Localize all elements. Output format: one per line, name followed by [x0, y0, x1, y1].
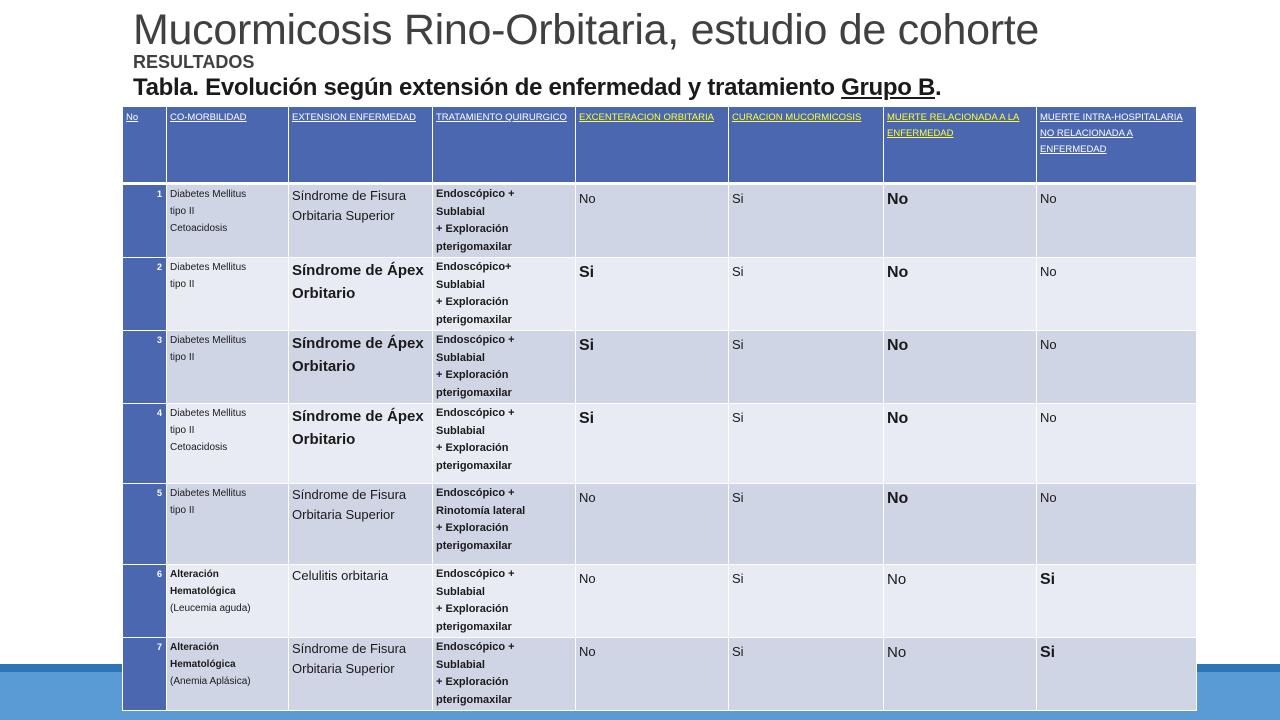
extension-cell: Síndrome de Fisura Orbitaria Superior [289, 484, 433, 565]
extension-cell: Síndrome de Fisura Orbitaria Superior [289, 184, 433, 258]
extension-cell: Síndrome de Ápex Orbitario [289, 404, 433, 484]
comorbidity-line: Diabetes Mellitus [170, 189, 247, 200]
treatment-line: + Exploración [436, 676, 509, 688]
comorbidity-line: Diabetes Mellitus [170, 335, 247, 346]
comorbidity-line: Alteración [170, 642, 219, 653]
comorbidity-line: (Anemia Aplásica) [170, 676, 251, 687]
muerte-no-relacionada-cell: Si [1037, 638, 1197, 711]
treatment-line: + Exploración [436, 522, 509, 534]
treatment-line: Rinotomía lateral [436, 504, 526, 517]
table-row [123, 638, 1197, 711]
table-row [123, 404, 1197, 484]
table-row [123, 258, 1197, 331]
table-row [123, 184, 1197, 258]
extension-cell: Síndrome de Ápex Orbitario [289, 331, 433, 404]
table-row [123, 331, 1197, 404]
treatment-line: pterigomaxilar [436, 693, 512, 706]
table-row [123, 565, 1197, 638]
treatment-line: + Exploración [436, 223, 509, 235]
row-number: 3 [123, 331, 167, 404]
comorbidity-cell [167, 404, 289, 484]
treatment-line: Endoscópico + [436, 188, 515, 200]
treatment-cell [433, 184, 576, 258]
treatment-line: pterigomaxilar [436, 240, 512, 253]
excenteracion-cell: No [576, 184, 729, 258]
comorbidity-line: Cetoacidosis [170, 223, 228, 234]
muerte-no-relacionada-cell: No [1037, 184, 1197, 258]
treatment-line: + Exploración [436, 369, 509, 381]
header-extension: EXTENSION ENFERMEDAD [289, 107, 433, 184]
row-number: 2 [123, 258, 167, 331]
curacion-cell: Si [729, 184, 884, 258]
extension-cell: Síndrome de Ápex Orbitario [289, 258, 433, 331]
treatment-line: Endoscópico + [436, 568, 515, 580]
comorbidity-line: tipo II [170, 352, 195, 363]
slide-title: Mucormicosis Rino-Orbitaria, estudio de cohorte [133, 6, 1039, 54]
table-body [123, 184, 1197, 711]
header-muerte-no-relacionada: MUERTE INTRA-HOSPITALARIA NO RELACIONADA A ENFERMEDAD [1037, 107, 1197, 184]
comorbidity-cell [167, 184, 289, 258]
excenteracion-cell: No [576, 638, 729, 711]
treatment-cell [433, 404, 576, 484]
row-number: 1 [123, 184, 167, 258]
treatment-line: Sublabial [436, 658, 485, 671]
muerte-relacionada-cell: No [884, 258, 1037, 331]
muerte-no-relacionada-cell: No [1037, 484, 1197, 565]
header-no: No [123, 107, 167, 184]
treatment-line: pterigomaxilar [436, 459, 512, 472]
curacion-cell: Si [729, 638, 884, 711]
comorbidity-line: Hematológica [170, 586, 236, 597]
comorbidity-cell [167, 258, 289, 331]
treatment-cell [433, 638, 576, 711]
treatment-line: Sublabial [436, 205, 485, 218]
treatment-line: Sublabial [436, 351, 485, 364]
header-curacion: CURACION MUCORMICOSIS [729, 107, 884, 184]
treatment-line: Endoscópico + [436, 641, 515, 653]
header-comorbidity: CO-MORBILIDAD [167, 107, 289, 184]
treatment-line: Sublabial [436, 424, 485, 437]
extension-cell: Síndrome de Fisura Orbitaria Superior [289, 638, 433, 711]
comorbidity-cell [167, 638, 289, 711]
muerte-relacionada-cell: No [884, 638, 1037, 711]
comorbidity-line: tipo II [170, 425, 195, 436]
treatment-line: pterigomaxilar [436, 386, 512, 399]
treatment-line: Endoscópico + [436, 334, 515, 346]
curacion-cell: Si [729, 258, 884, 331]
excenteracion-cell: Si [576, 404, 729, 484]
comorbidity-line: Diabetes Mellitus [170, 488, 247, 499]
treatment-line: Endoscópico+ [436, 261, 512, 273]
muerte-relacionada-cell: No [884, 184, 1037, 258]
header-treatment: TRATAMIENTO QUIRURGICO [433, 107, 576, 184]
treatment-cell [433, 258, 576, 331]
comorbidity-line: Cetoacidosis [170, 442, 228, 453]
muerte-no-relacionada-cell: No [1037, 331, 1197, 404]
curacion-cell: Si [729, 565, 884, 638]
excenteracion-cell: No [576, 484, 729, 565]
treatment-line: Endoscópico + [436, 407, 515, 419]
excenteracion-cell: No [576, 565, 729, 638]
comorbidity-line: Alteración [170, 569, 219, 580]
treatment-line: + Exploración [436, 442, 509, 454]
row-number: 5 [123, 484, 167, 565]
row-number: 7 [123, 638, 167, 711]
slide-subtitle: RESULTADOS [133, 52, 255, 72]
comorbidity-cell [167, 331, 289, 404]
comorbidity-line: (Leucemia aguda) [170, 603, 251, 614]
muerte-no-relacionada-cell: No [1037, 404, 1197, 484]
treatment-cell [433, 565, 576, 638]
header-muerte-relacionada: MUERTE RELACIONADA A LA ENFERMEDAD [884, 107, 1037, 184]
treatment-line: + Exploración [436, 603, 509, 615]
excenteracion-cell: Si [576, 331, 729, 404]
treatment-line: pterigomaxilar [436, 539, 512, 552]
treatment-cell [433, 331, 576, 404]
treatment-line: pterigomaxilar [436, 313, 512, 326]
muerte-relacionada-cell: No [884, 331, 1037, 404]
curacion-cell: Si [729, 484, 884, 565]
muerte-no-relacionada-cell: No [1037, 258, 1197, 331]
row-number: 4 [123, 404, 167, 484]
curacion-cell: Si [729, 404, 884, 484]
table-header-row [123, 107, 1197, 184]
muerte-relacionada-cell: No [884, 484, 1037, 565]
treatment-line: + Exploración [436, 296, 509, 308]
row-number: 6 [123, 565, 167, 638]
table-caption-suffix: . [934, 74, 942, 101]
results-table [122, 106, 1197, 711]
table-caption-group: Grupo B [841, 74, 935, 101]
comorbidity-line: tipo II [170, 505, 195, 516]
treatment-line: pterigomaxilar [436, 620, 512, 633]
table-caption [133, 74, 941, 102]
extension-cell: Celulitis orbitaria [289, 565, 433, 638]
excenteracion-cell: Si [576, 258, 729, 331]
treatment-line: Sublabial [436, 585, 485, 598]
comorbidity-cell [167, 565, 289, 638]
muerte-relacionada-cell: No [884, 565, 1037, 638]
table-caption-prefix: Tabla. Evolución según extensión de enfermedad y tratamiento [133, 74, 842, 101]
comorbidity-line: Diabetes Mellitus [170, 408, 247, 419]
treatment-cell [433, 484, 576, 565]
comorbidity-cell [167, 484, 289, 565]
muerte-no-relacionada-cell: Si [1037, 565, 1197, 638]
comorbidity-line: Diabetes Mellitus [170, 262, 247, 273]
treatment-line: Endoscópico + [436, 487, 515, 499]
comorbidity-line: tipo II [170, 279, 195, 290]
header-excenteracion: EXCENTERACION ORBITARIA [576, 107, 729, 184]
muerte-relacionada-cell: No [884, 404, 1037, 484]
curacion-cell: Si [729, 331, 884, 404]
comorbidity-line: tipo II [170, 206, 195, 217]
comorbidity-line: Hematológica [170, 659, 236, 670]
treatment-line: Sublabial [436, 278, 485, 291]
table-row [123, 484, 1197, 565]
